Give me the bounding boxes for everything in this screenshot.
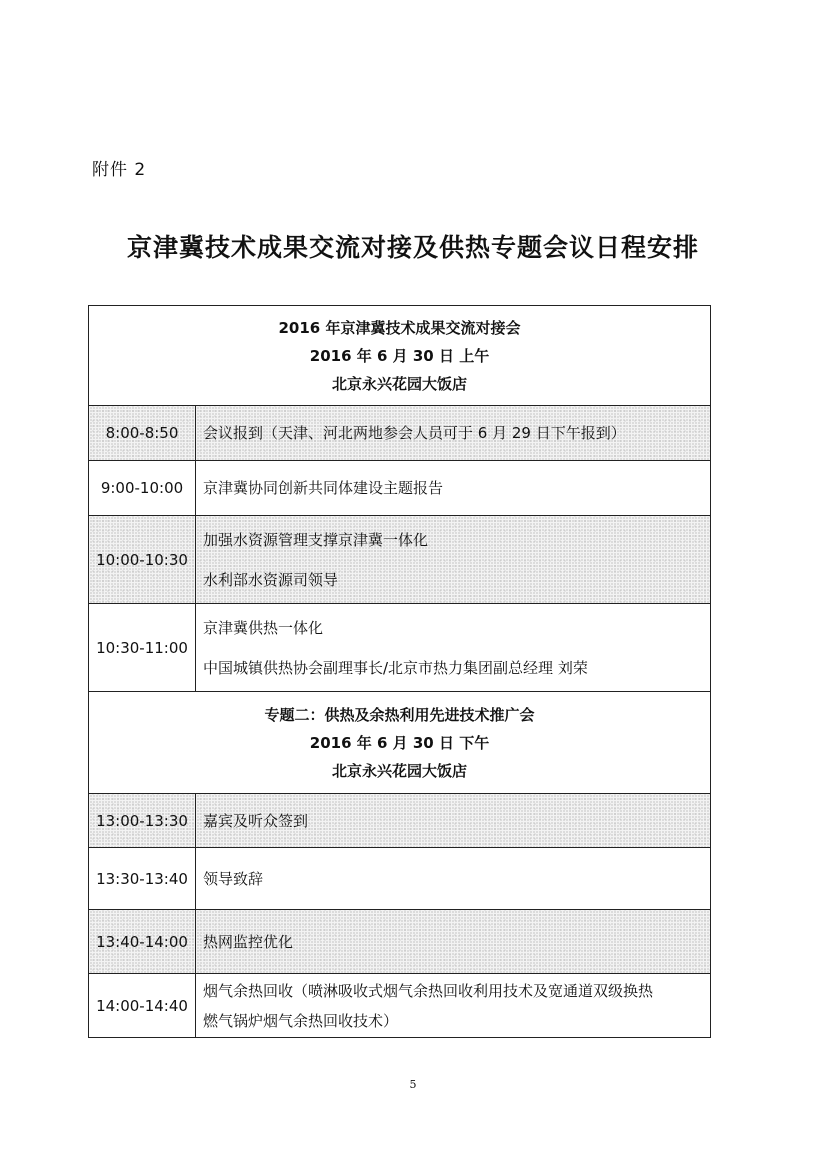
- table-row: [89, 406, 711, 461]
- section-header: [89, 692, 711, 794]
- description-cell: [196, 910, 711, 974]
- schedule-table: [88, 305, 711, 1038]
- table-row: [89, 910, 711, 974]
- table-row: [89, 604, 711, 692]
- section-date: 2016 年 6 月 30 日 上午: [309, 346, 490, 365]
- description-text: 京津冀协同创新共同体建设主题报告: [203, 479, 444, 497]
- description-text: 水利部水资源司领导: [203, 570, 339, 589]
- description-cell: [196, 848, 711, 910]
- description-text: 燃气锅炉烟气余热回收技术）: [203, 1011, 399, 1030]
- description-text: 京津冀供热一体化: [203, 618, 324, 637]
- table-row: [89, 848, 711, 910]
- attachment-label: 附件 2: [92, 160, 147, 180]
- description-text: 中国城镇供热协会副理事长/北京市热力集团副总经理 刘荣: [203, 658, 588, 677]
- time-cell: 13:30-13:40: [89, 848, 196, 910]
- description-text: 会议报到（天津、河北两地参会人员可于 6 月 29 日下午报到）: [203, 424, 626, 442]
- time-cell: 14:00-14:40: [89, 974, 196, 1038]
- description-text: 烟气余热回收（喷淋吸收式烟气余热回收利用技术及宽通道双级换热: [203, 981, 654, 1000]
- description-cell: [196, 461, 711, 516]
- description-text: 领导致辞: [203, 869, 264, 888]
- description-text: 嘉宾及听众签到: [203, 811, 309, 830]
- document-title: 京津冀技术成果交流对接及供热专题会议日程安排: [126, 233, 699, 262]
- time-cell: 13:00-13:30: [89, 794, 196, 848]
- time-cell: 9:00-10:00: [89, 461, 196, 516]
- description-cell: [196, 406, 711, 461]
- section-title: 2016 年京津冀技术成果交流对接会: [278, 318, 521, 337]
- section-header-row: [89, 692, 711, 794]
- section-header: [89, 306, 711, 406]
- section-title: 专题二：供热及余热利用先进技术推广会: [264, 705, 535, 724]
- section-venue: 北京永兴花园大饭店: [331, 374, 467, 393]
- time-cell: 8:00-8:50: [89, 406, 196, 461]
- section-header-row: [89, 306, 711, 406]
- description-cell: [196, 604, 711, 692]
- time-cell: 10:00-10:30: [89, 516, 196, 604]
- table-row: [89, 461, 711, 516]
- section-venue: 北京永兴花园大饭店: [331, 761, 467, 780]
- section-date: 2016 年 6 月 30 日 下午: [309, 733, 490, 752]
- page-number: 5: [409, 1078, 417, 1091]
- description-text: 热网监控优化: [203, 932, 294, 951]
- description-cell: [196, 516, 711, 604]
- time-cell: 13:40-14:00: [89, 910, 196, 974]
- table-row: [89, 794, 711, 848]
- table-row: [89, 974, 711, 1038]
- table-row: [89, 516, 711, 604]
- time-cell: 10:30-11:00: [89, 604, 196, 692]
- description-text: 加强水资源管理支撑京津冀一体化: [203, 530, 429, 549]
- description-cell: [196, 794, 711, 848]
- description-cell: [196, 974, 711, 1038]
